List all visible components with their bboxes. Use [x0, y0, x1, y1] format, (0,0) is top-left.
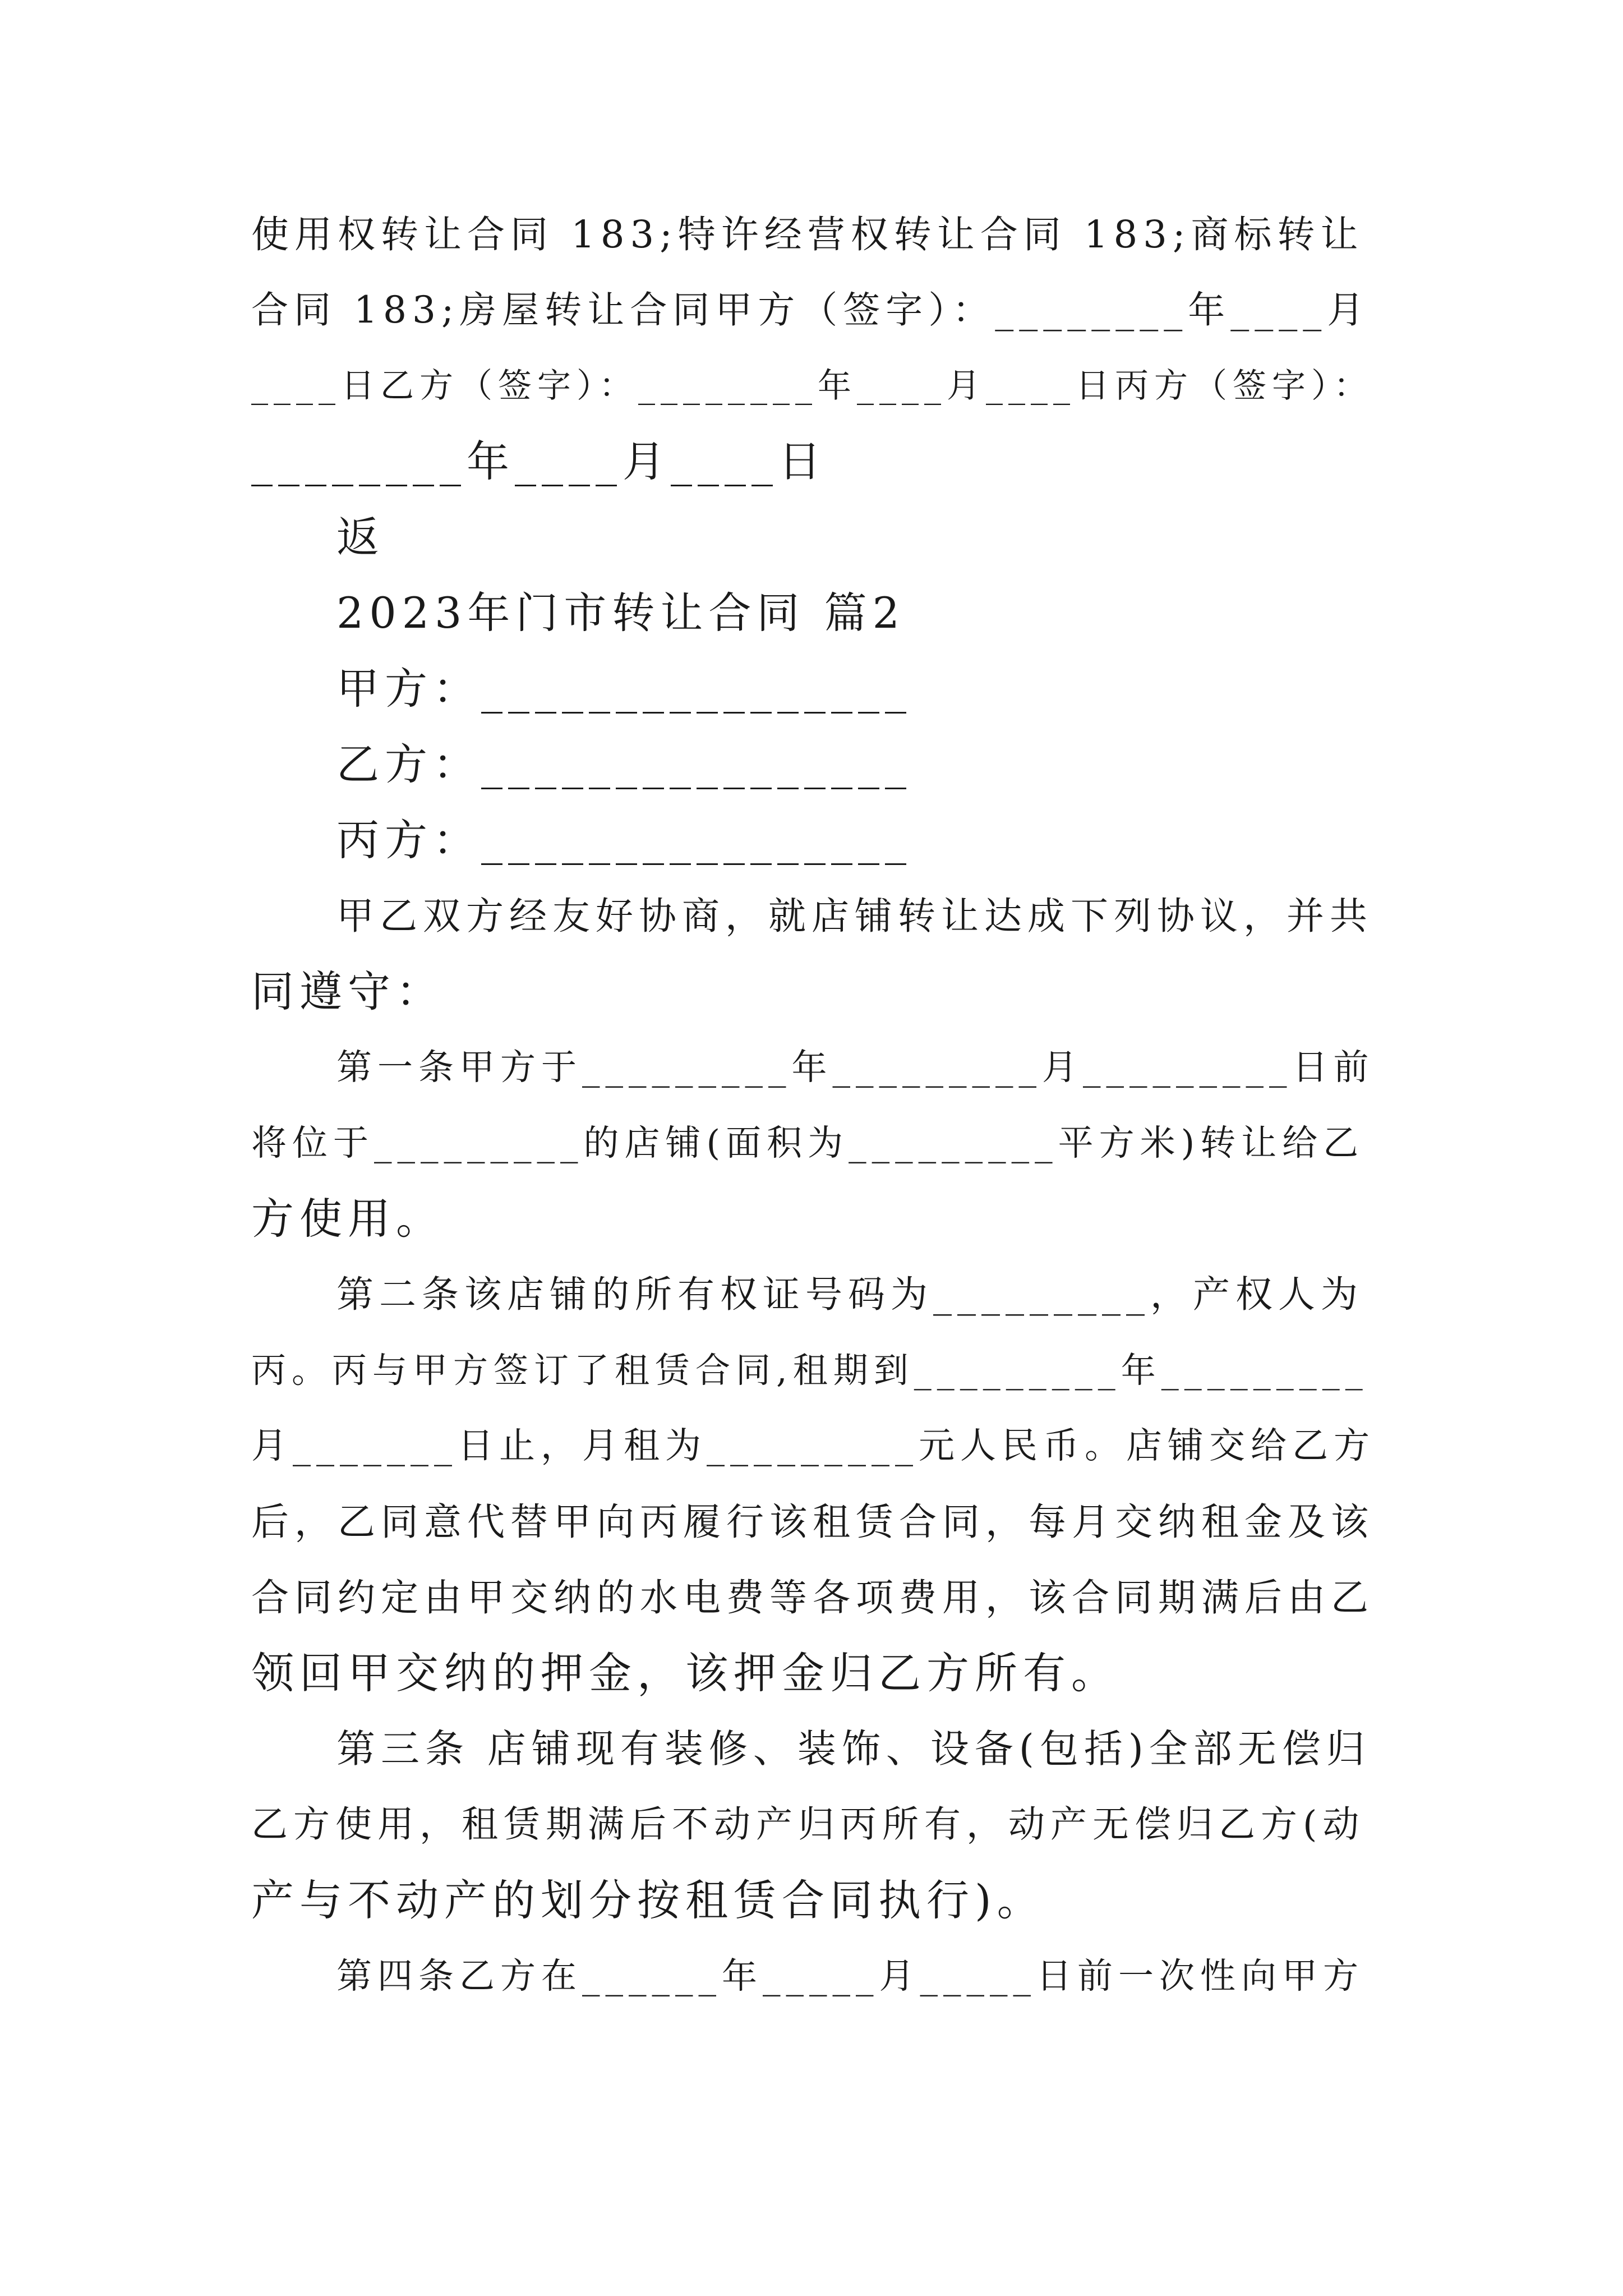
article-3-line: 产与不动产的划分按租赁合同执行)。	[251, 1875, 1045, 1925]
text-line: 合同 183;房屋转让合同甲方（签字）：________年____月	[251, 288, 1370, 332]
back-link[interactable]: 返	[336, 512, 385, 562]
party-c-field: 丙方：________________	[336, 815, 912, 865]
article-2-line: 领回甲交纳的押金，该押金归乙方所有。	[251, 1648, 1119, 1698]
party-a-field: 甲方：________________	[336, 664, 912, 714]
article-3-line: 乙方使用，租赁期满后不动产归丙所有，动产无偿归乙方(动	[251, 1803, 1365, 1846]
article-1-line: 将位于_________的店铺(面积为_________平方米)转让给乙	[251, 1122, 1364, 1163]
article-2-line: 合同约定由甲交纳的水电费等各项费用，该合同期满后由乙	[251, 1576, 1374, 1619]
party-b-field: 乙方：________________	[336, 739, 912, 789]
article-1-line: 方使用。	[251, 1194, 444, 1244]
text-line: ____日乙方（签字）：________年____月____日丙方（签字）：	[251, 366, 1373, 406]
article-4-line: 第四条乙方在______年_____月_____日前一次性向甲方	[336, 1955, 1364, 1996]
section-heading: 2023年门市转让合同 篇2	[336, 588, 905, 638]
article-2-line: 后，乙同意代替甲向丙履行该租赁合同，每月交纳租金及该	[251, 1500, 1374, 1544]
text-line: ________年____月____日	[251, 436, 827, 486]
text-line: 使用权转让合同 183;特许经营权转让合同 183;商标转让	[251, 213, 1364, 256]
article-3-line: 第三条 店铺现有装修、装饰、设备(包括)全部无偿归	[336, 1727, 1371, 1772]
article-2-line: 丙。丙与甲方签订了租赁合同,租期到_________年_________	[251, 1350, 1368, 1391]
article-1-line: 第一条甲方于_________年_________月_________日前	[336, 1047, 1375, 1088]
paragraph-line: 同遵守：	[251, 967, 444, 1016]
article-2-line: 月_______日止，月租为_________元人民币。店铺交给乙方	[251, 1425, 1375, 1467]
paragraph-line: 甲乙双方经友好协商，就店铺转让达成下列协议，并共	[336, 894, 1373, 938]
article-2-line: 第二条该店铺的所有权证号码为_________，产权人为	[336, 1273, 1363, 1316]
